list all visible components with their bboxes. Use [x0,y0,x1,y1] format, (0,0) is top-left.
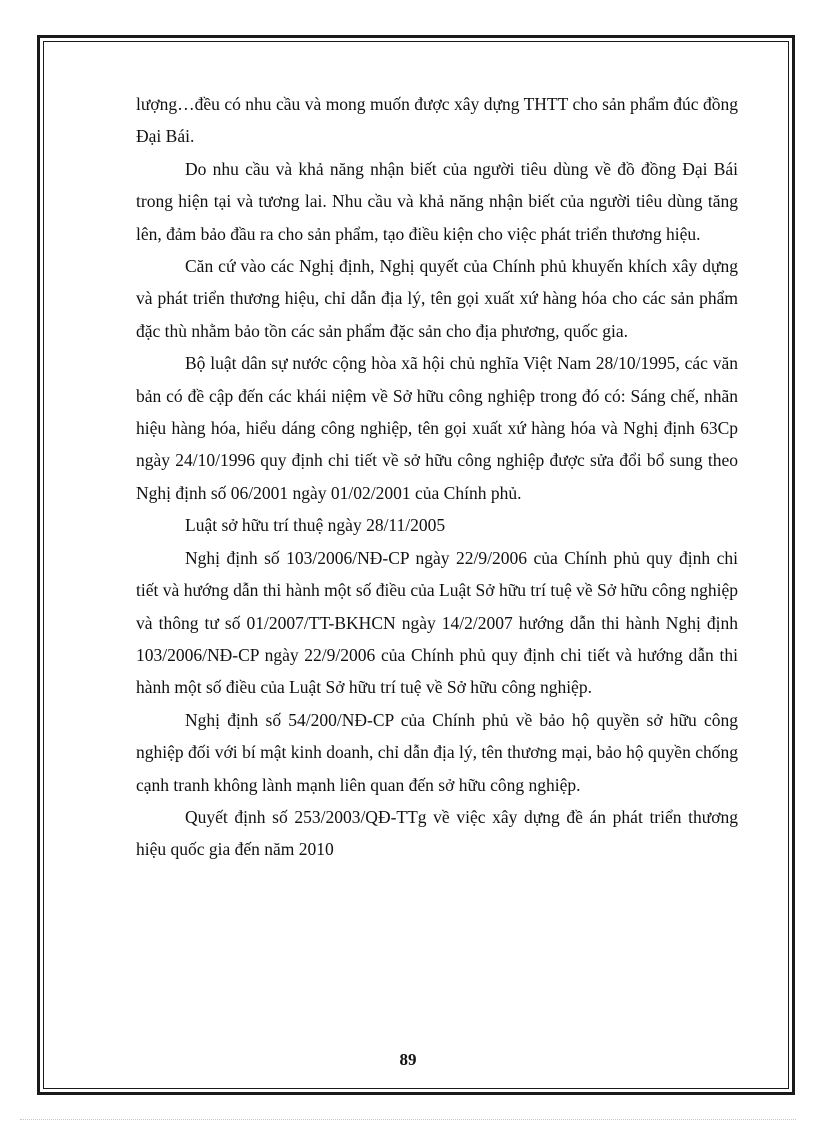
paragraph-decree-54: Nghị định số 54/200/NĐ-CP của Chính phủ về bảo hộ quyền sở hữu công nghiệp đối với bí mật kinh doanh, chỉ dẫn địa lý, tên thương mại, bảo hộ quyền chống cạnh tranh không lành mạnh liên quan đến sở hữu công nghiệp. [136,709,738,795]
paragraph-ip-law: Luật sở hữu trí thuệ ngày 28/11/2005 [185,515,446,536]
body-text [136,88,738,866]
page-border-right [792,35,795,1095]
page-border-left-inner [43,41,44,1089]
paragraph-continuation: lượng…đều có nhu cầu và mong muốn được xây dựng THTT cho sản phẩm đúc đồng Đại Bái. [136,94,738,147]
page-border-top [37,35,795,38]
page-border-right-inner [788,41,789,1089]
paragraph-demand: Do nhu cầu và khả năng nhận biết của người tiêu dùng về đồ đồng Đại Bái trong hiện tại và tương lai. Nhu cầu và khả năng nhận biết của người tiêu dùng tăng lên, đảm bảo đầu ra cho sản phẩm, tạo điều kiện cho việc phát triển thương hiệu. [136,158,738,244]
page-border-top-inner [43,41,789,42]
paragraph-government-decrees: Căn cứ vào các Nghị định, Nghị quyết của Chính phủ khuyến khích xây dựng và phát triển thương hiệu, chỉ dẫn địa lý, tên gọi xuất xứ hàng hóa cho các sản phẩm đặc thù nhằm bảo tồn các sản phẩm đặc sản cho địa phương, quốc gia. [136,256,738,341]
page-number: 89 [399,1050,417,1069]
page-border-bottom [37,1092,795,1095]
page-border-left [37,35,40,1095]
paragraph-civil-code: Bộ luật dân sự nước cộng hòa xã hội chủ nghĩa Việt Nam 28/10/1995, các văn bản có đề cập đến các khái niệm về Sở hữu công nghiệp trong đó có: Sáng chế, nhãn hiệu hàng hóa, hiểu dáng công nghiệp, tên gọi xuất xứ hàng hóa và Nghị định 63Cp ngày 24/10/1996 quy định chi tiết về sở hữu công nghiệp được sửa đổi bổ sung theo Nghị định số 06/2001 ngày 01/02/2001 của Chính phủ. [136,353,738,503]
paragraph-decision-253: Quyết định số 253/2003/QĐ-TTg về việc xây dựng đề án phát triển thương hiệu quốc gia đến năm 2010 [136,806,738,860]
paragraph-decree-103: Nghị định số 103/2006/NĐ-CP ngày 22/9/2006 của Chính phủ quy định chi tiết và hướng dẫn thi hành một số điều của Luật Sở hữu trí tuệ về Sở hữu công nghiệp và thông tư số 01/2007/TT-BKHCN ngày 14/2/2007 hướng dẫn thi hành Nghị định 103/2006/NĐ-CP ngày 22/9/2006 của Chính phủ quy định chi tiết và hướng dẫn thi hành một số điều của Luật Sở hữu trí tuệ về Sở hữu công nghiệp. [136,547,738,698]
page-separator [20,1119,796,1120]
page-border-bottom-inner [43,1088,789,1089]
